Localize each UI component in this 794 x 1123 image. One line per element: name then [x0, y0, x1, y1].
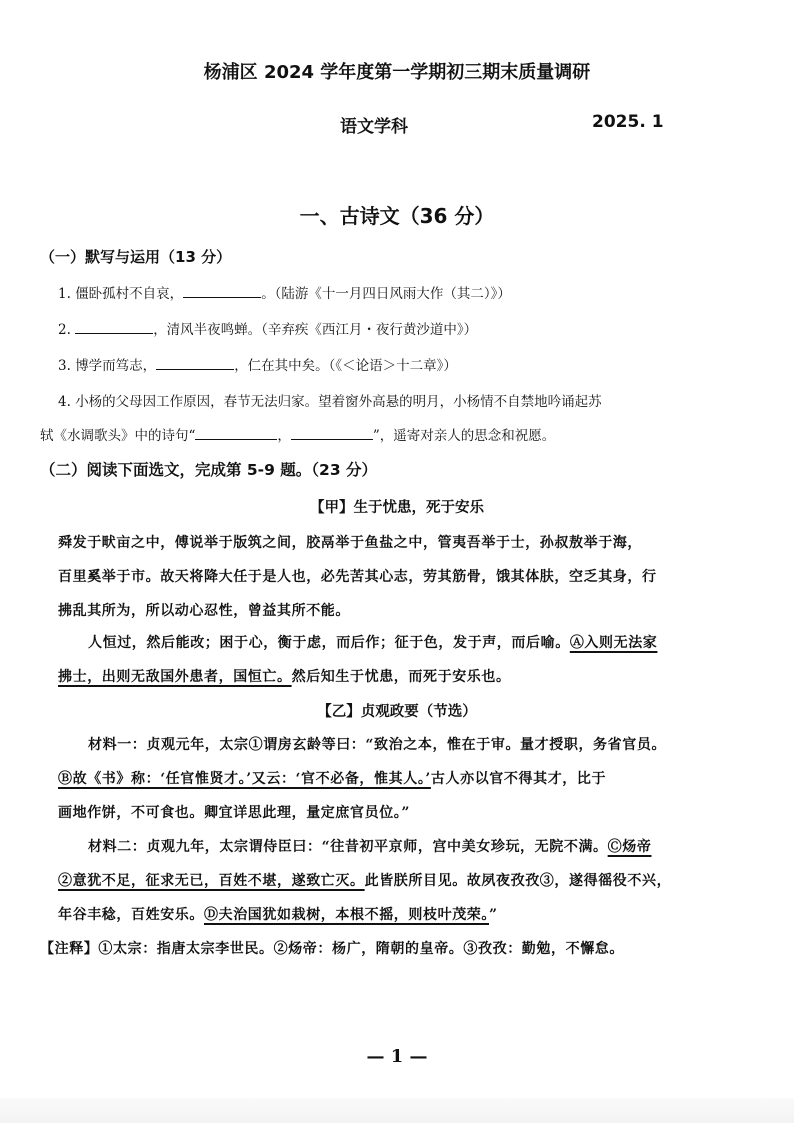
underlined-sentence-b: Ⓑ故《书》称：‘任官惟贤才。’又云：‘官不必备，惟其人。’ [58, 771, 431, 787]
question-4-line2: 轼《水调歌头》中的诗句“ ， ”，遥寄对亲人的思念和祝愿。 [40, 428, 556, 444]
question-3: 3. 博学而笃志， ，仁在其中矣。（《＜论语＞十二章》） [58, 358, 457, 374]
part1-heading: （一）默写与运用（13 分） [40, 248, 232, 266]
yi-m2-line3: 年谷丰稔，百姓安乐。Ⓓ夫治国犹如栽树，本根不摇，则枝叶茂荣。” [58, 907, 498, 923]
answer-blank[interactable] [156, 357, 234, 370]
yi-m1-line1: 材料一：贞观元年，太宗①谓房玄龄等曰：“致治之本，惟在于审。量才授职，务省官员。 [88, 737, 667, 753]
exam-date: 2025. 1 [592, 112, 664, 132]
yi-m1-line3: 画地作饼，不可食也。卿宜详思此理，量定庶官员位。” [58, 805, 411, 821]
underlined-sentence-a-cont: 拂士，出则无敌国外患者，国恒亡。 [58, 669, 292, 685]
section-title: 一、古诗文（36 分） [299, 204, 495, 228]
yi-m1-line2: Ⓑ故《书》称：‘任官惟贤才。’又云：‘官不必备，惟其人。’古人亦以官不得其才，比于 [58, 771, 607, 787]
passage-yi-title: 【乙】贞观政要（节选） [317, 703, 477, 720]
underlined-sentence-d: Ⓓ夫治国犹如栽树，本根不摇，则枝叶茂荣。 [204, 907, 489, 923]
part2-heading: （二）阅读下面选文，完成第 5-9 题。（23 分） [40, 461, 378, 479]
jia-p2-line2: 拂士，出则无敌国外患者，国恒亡。然后知生于忧患，而死于安乐也。 [58, 669, 511, 685]
answer-blank[interactable] [183, 285, 261, 298]
underlined-sentence-c: Ⓒ炀帝 [607, 839, 652, 855]
jia-p1-line1: 舜发于畎亩之中，傅说举于版筑之间，胶鬲举于鱼盐之中，管夷吾举于士，孙叔敖举于海， [58, 535, 642, 551]
jia-p1-line2: 百里奚举于市。故天将降大任于是人也，必先苦其心志，劳其筋骨，饿其体肤，空乏其身，行 [58, 569, 657, 585]
question-1: 1. 僵卧孤村不自哀， 。（陆游《十一月四日风雨大作（其二）》） [58, 286, 511, 302]
answer-blank[interactable] [195, 427, 277, 440]
jia-p2-line1: 人恒过，然后能改；困于心，衡于虑，而后作；征于色，发于声，而后喻。Ⓐ入则无法家 [88, 635, 658, 651]
subject-label: 语文学科 [340, 117, 408, 137]
question-2: 2. ，清风半夜鸣蝉。（辛弃疾《西江月・夜行黄沙道中》） [58, 322, 478, 338]
underlined-sentence-a: Ⓐ入则无法家 [569, 635, 658, 651]
scan-shadow [0, 1098, 794, 1123]
answer-blank[interactable] [75, 321, 153, 334]
answer-blank[interactable] [291, 427, 373, 440]
question-4-line1: 4. 小杨的父母因工作原因，春节无法归家。望着窗外高悬的明月，小杨情不自禁地吟诵起苏 [58, 394, 602, 410]
passage-jia-title: 【甲】生于忧患，死于安乐 [310, 499, 484, 516]
jia-p1-line3: 拂乱其所为，所以动心忍性，曾益其所不能。 [58, 603, 350, 619]
exam-title: 杨浦区 2024 学年度第一学期初三期末质量调研 [203, 62, 591, 83]
yi-m2-line1: 材料二：贞观九年，太宗谓侍臣曰：“往昔初平京师，宫中美女珍玩，无院不满。Ⓒ炀帝 [88, 839, 652, 855]
annotation-notes: 【注释】①太宗：指唐太宗李世民。②炀帝：杨广，隋朝的皇帝。③孜孜：勤勉，不懈怠。 [40, 941, 624, 957]
yi-m2-line2: ②意犹不足，征求无已，百姓不堪，遂致亡灭。此皆朕所目见。故夙夜孜孜③，遂得徭役不兴， [58, 873, 672, 889]
underlined-sentence-c-cont: ②意犹不足，征求无已，百姓不堪，遂致亡灭。 [58, 873, 365, 889]
page-number: — 1 — [366, 1046, 428, 1067]
